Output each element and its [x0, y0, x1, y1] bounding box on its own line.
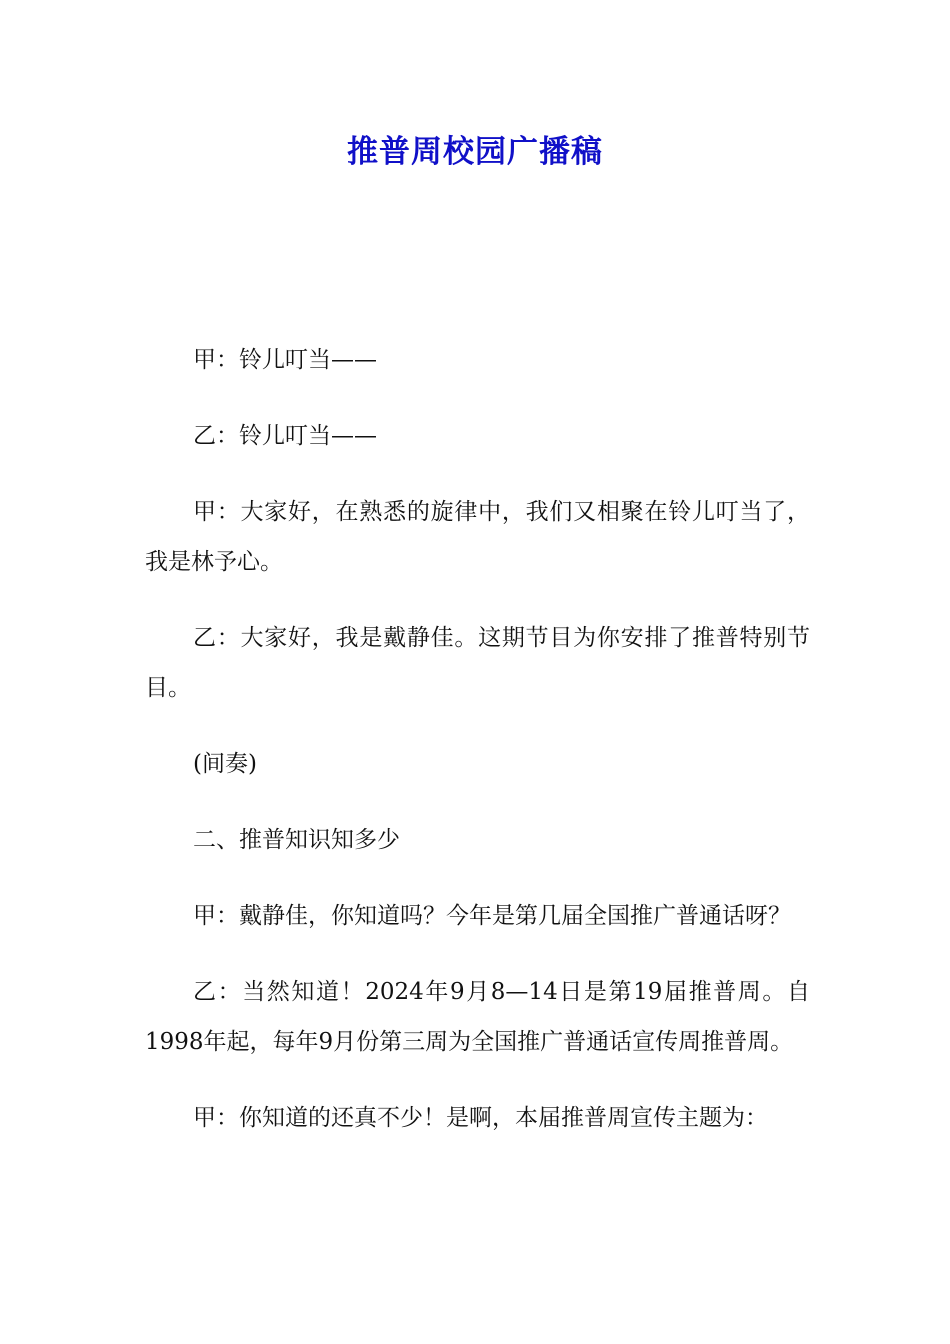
paragraph: 甲：戴静佳，你知道吗？今年是第几届全国推广普通话呀？ [193, 903, 791, 929]
document-body [145, 335, 810, 1169]
paragraph: 甲：大家好，在熟悉的旋律中，我们又相聚在铃儿叮当了，我是林予心。 [145, 499, 810, 575]
paragraph: 乙：大家好，我是戴静佳。这期节目为你安排了推普特别节目。 [145, 625, 810, 701]
paragraph: 乙：当然知道！2024年9月8—14日是第19届推普周。自1998年起，每年9月份第三周为全国推广普通话宣传周推普周。 [145, 979, 810, 1055]
document-title: 推普周校园广播稿 [347, 134, 603, 170]
paragraph: 乙：铃儿叮当—— [193, 423, 377, 449]
paragraph: (间奏) [193, 751, 257, 777]
paragraph: 甲：你知道的还真不少！是啊，本届推普周宣传主题为： [193, 1105, 768, 1131]
paragraph: 甲：铃儿叮当—— [193, 347, 377, 373]
paragraph: 二、推普知识知多少 [193, 827, 400, 853]
